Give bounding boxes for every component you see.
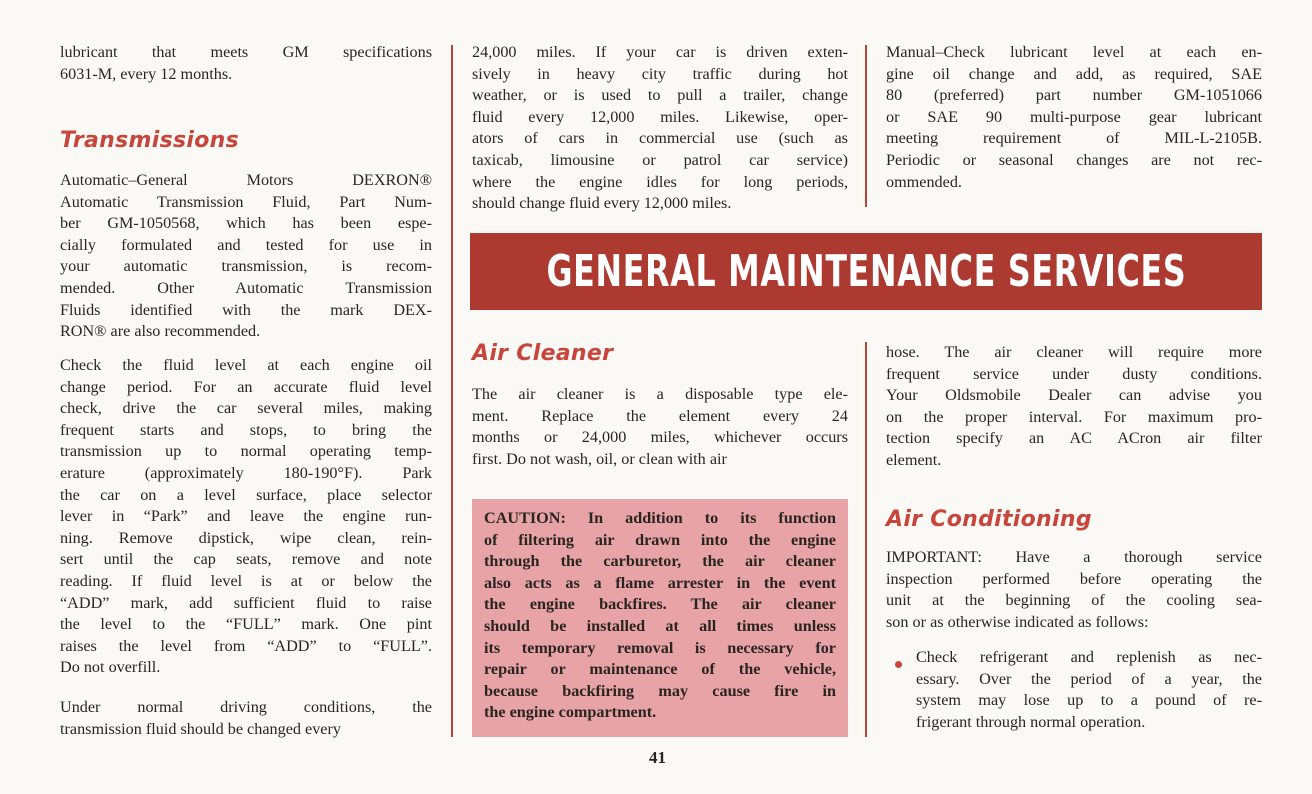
text-line: element. bbox=[886, 450, 942, 469]
paragraph-air-cleaner-cont bbox=[886, 342, 1262, 472]
text-line: should change fluid every 12,000 miles. bbox=[472, 194, 732, 213]
text-line: 24,000 miles. If your car is driven exten- bbox=[472, 43, 848, 61]
text-line: frequent starts and stops, to bring the bbox=[60, 420, 432, 439]
heading-transmissions: Transmissions bbox=[60, 128, 240, 153]
text-line: through the carburetor, the air cleaner bbox=[484, 552, 836, 571]
text-line: Check the fluid level at each engine oil bbox=[60, 356, 432, 374]
text-line: reading. If fluid level is at or below the bbox=[60, 571, 432, 590]
text-line: the car on a level surface, place selector bbox=[60, 485, 432, 504]
text-line: your automatic transmission, is recom- bbox=[60, 257, 432, 276]
paragraph-lubricant bbox=[60, 42, 432, 85]
text-line: sert until the cap seats, remove and note bbox=[60, 550, 432, 569]
text-line: 80 (preferred) part number GM-1051066 bbox=[886, 86, 1262, 105]
paragraph-important bbox=[886, 547, 1262, 633]
text-line: weather, or is used to pull a trailer, change bbox=[472, 86, 848, 105]
paragraph-under-normal bbox=[60, 697, 432, 740]
text-line: essary. Over the period of a year, the bbox=[916, 669, 1262, 688]
text-line: unit at the beginning of the cooling sea- bbox=[886, 591, 1262, 610]
text-line: ber GM-1050568, which has been espe- bbox=[60, 214, 432, 233]
text-line: Do not overfill. bbox=[60, 658, 161, 677]
text-line: taxicab, limousine or patrol car service) bbox=[472, 150, 848, 169]
text-line: the level to the “FULL” mark. One pint bbox=[60, 615, 432, 634]
text-line: 6031-M, every 12 months. bbox=[60, 64, 233, 83]
heading-air-cleaner: Air Cleaner bbox=[472, 341, 614, 366]
page-number: 41 bbox=[649, 748, 666, 767]
text-line: The air cleaner is a disposable type ele- bbox=[472, 385, 848, 403]
text-line: Automatic–General Motors DEXRON® bbox=[60, 171, 432, 189]
text-line: ators of cars in commercial use (such as bbox=[472, 129, 848, 148]
text-line: its temporary removal is necessary for bbox=[484, 638, 836, 657]
bullet-icon bbox=[895, 661, 902, 668]
text-line: RON® are also recommended. bbox=[60, 322, 261, 341]
text-line: transmission up to normal operating temp- bbox=[60, 442, 432, 461]
text-line: mended. Other Automatic Transmission bbox=[60, 278, 432, 297]
paragraph-check-fluid bbox=[60, 355, 432, 679]
paragraph-air-cleaner bbox=[472, 384, 848, 470]
text-line: hose. The air cleaner will require more bbox=[886, 343, 1262, 361]
paragraph-manual bbox=[886, 42, 1262, 193]
text-line: Check refrigerant and replenish as nec- bbox=[916, 648, 1262, 666]
text-line: should be installed at all times unless bbox=[484, 616, 836, 635]
text-line: where the engine idles for long periods, bbox=[472, 172, 848, 191]
banner-title: GENERAL MAINTENANCE SERVICES bbox=[545, 246, 1187, 297]
text-line: first. Do not wash, oil, or clean with air bbox=[472, 449, 727, 468]
section-banner bbox=[470, 233, 1262, 310]
text-line: CAUTION: In addition to its function bbox=[484, 509, 836, 527]
text-line: tection specify an AC ACron air filter bbox=[886, 429, 1262, 448]
text-line: son or as otherwise indicated as follows: bbox=[886, 612, 1149, 631]
text-line: inspection performed before operating the bbox=[886, 569, 1262, 588]
caution-text bbox=[484, 508, 836, 724]
text-line: or SAE 90 multi-purpose gear lubricant bbox=[886, 107, 1262, 126]
text-line: Your Oldsmobile Dealer can advise you bbox=[886, 386, 1262, 405]
text-line: raises the level from “ADD” to “FULL”. bbox=[60, 636, 432, 655]
text-line: cially formulated and tested for use in bbox=[60, 235, 432, 254]
column-divider bbox=[451, 45, 453, 737]
bullet-refrigerant bbox=[916, 647, 1262, 733]
text-line: ment. Replace the element every 24 bbox=[472, 406, 848, 425]
text-line: “ADD” mark, add sufficient fluid to raise bbox=[60, 593, 432, 612]
text-line: lever in “Park” and leave the engine run- bbox=[60, 507, 432, 526]
text-line: because backfiring may cause fire in bbox=[484, 681, 836, 700]
text-line: Automatic Transmission Fluid, Part Num- bbox=[60, 192, 432, 211]
paragraph-fluid-change bbox=[472, 42, 848, 215]
text-line: Under normal driving conditions, the bbox=[60, 698, 432, 716]
text-line: fluid every 12,000 miles. Likewise, oper- bbox=[472, 107, 848, 126]
text-line: repair or maintenance of the vehicle, bbox=[484, 660, 836, 679]
text-line: months or 24,000 miles, whichever occurs bbox=[472, 428, 848, 447]
paragraph-automatic bbox=[60, 170, 432, 343]
text-line: Fluids identified with the mark DEX- bbox=[60, 300, 432, 319]
text-line: Periodic or seasonal changes are not rec- bbox=[886, 150, 1262, 169]
text-line: the engine compartment. bbox=[484, 703, 657, 722]
text-line: lubricant that meets GM specifications bbox=[60, 43, 432, 61]
text-line: on the proper interval. For maximum pro- bbox=[886, 407, 1262, 426]
text-line: frigerant through normal operation. bbox=[916, 712, 1146, 731]
text-line: check, drive the car several miles, making bbox=[60, 399, 432, 418]
text-line: also acts as a flame arrester in the event bbox=[484, 573, 836, 592]
text-line: change period. For an accurate fluid level bbox=[60, 377, 432, 396]
text-line: system may lose up to a pound of re- bbox=[916, 691, 1262, 710]
text-line: erature (approximately 180-190°F). Park bbox=[60, 463, 432, 482]
text-line: the engine backfires. The air cleaner bbox=[484, 595, 836, 614]
text-line: IMPORTANT: Have a thorough service bbox=[886, 548, 1262, 566]
heading-air-conditioning: Air Conditioning bbox=[886, 507, 1092, 532]
text-line: meeting requirement of MIL-L-2105B. bbox=[886, 129, 1262, 148]
column-divider bbox=[865, 45, 867, 207]
text-line: gine oil change and add, as required, SAE bbox=[886, 64, 1262, 83]
text-line: ommended. bbox=[886, 172, 962, 191]
text-line: frequent service under dusty conditions. bbox=[886, 364, 1262, 383]
text-line: transmission fluid should be changed every bbox=[60, 719, 341, 738]
text-line: ning. Remove dipstick, wipe clean, rein- bbox=[60, 528, 432, 547]
text-line: of filtering air drawn into the engine bbox=[484, 530, 836, 549]
text-line: Manual–Check lubricant level at each en- bbox=[886, 43, 1262, 61]
text-line: sively in heavy city traffic during hot bbox=[472, 64, 848, 83]
column-divider bbox=[865, 342, 867, 737]
